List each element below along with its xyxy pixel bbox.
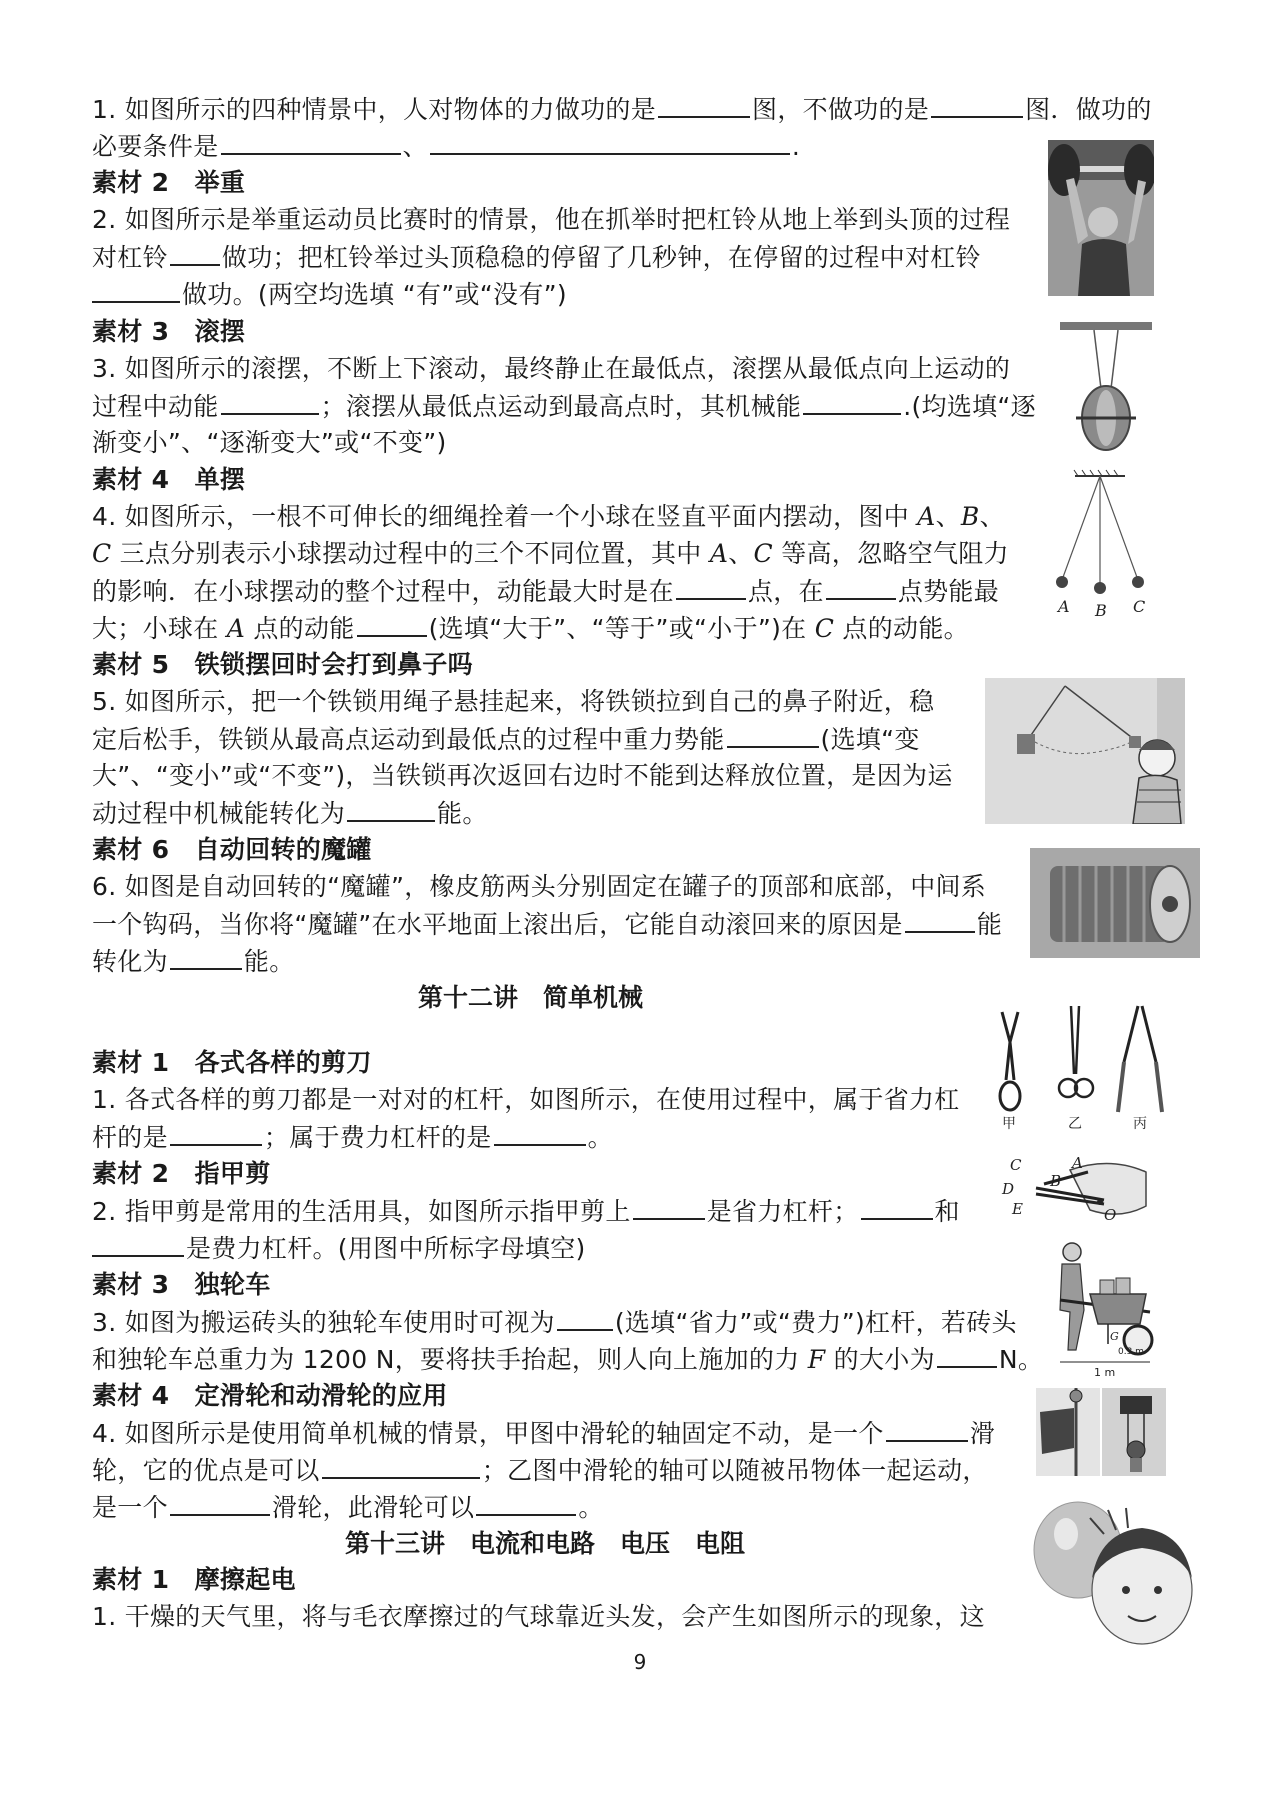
text: 轮，它的优点是可以 bbox=[92, 1456, 320, 1485]
nail-clipper-figure bbox=[1000, 1150, 1150, 1230]
section-heading: 素材 3 独轮车 bbox=[92, 1270, 271, 1299]
text: 能。 bbox=[437, 799, 488, 828]
answer-blank bbox=[221, 127, 401, 155]
answer-blank bbox=[727, 720, 819, 748]
c12-q3-line-1 bbox=[92, 1303, 1017, 1341]
q6-line-2 bbox=[92, 905, 1002, 943]
pulley-figure bbox=[1036, 1388, 1166, 1476]
text: 转化为 bbox=[92, 947, 168, 976]
text: 1. 如图所示的四种情景中，人对物体的力做功的是 bbox=[92, 95, 657, 124]
text: 。 bbox=[587, 1123, 613, 1152]
text: 、 bbox=[979, 502, 1005, 531]
text: 是一个 bbox=[92, 1493, 168, 1522]
text: 点势能最 bbox=[897, 577, 1000, 606]
answer-blank bbox=[170, 1488, 270, 1516]
force-symbol: F bbox=[807, 1345, 826, 1374]
simple-pendulum-figure bbox=[1040, 468, 1160, 620]
q6-line-1: 6. 如图是自动回转的“魔罐”，橡皮筋两头分别固定在罐子的顶部和底部，中间系 bbox=[92, 872, 987, 901]
answer-blank bbox=[658, 90, 750, 118]
point-label: A bbox=[226, 614, 246, 643]
q5-line-1: 5. 如图所示，把一个铁锁用绳子悬挂起来，将铁锁拉到自己的鼻子附近，稳 bbox=[92, 687, 935, 716]
text: . bbox=[791, 132, 801, 161]
section-heading: 素材 1 摩擦起电 bbox=[92, 1565, 296, 1594]
clipper-label-e: E bbox=[1012, 1200, 1023, 1218]
c12-q4-line-1 bbox=[92, 1414, 995, 1452]
text: 点，在 bbox=[747, 577, 824, 606]
scissors-figure bbox=[988, 1002, 1168, 1132]
chapter-title: 第十二讲 简单机械 bbox=[418, 983, 644, 1012]
scissors-label-jia: 甲 bbox=[1002, 1116, 1016, 1132]
text: 的大小为 bbox=[825, 1345, 935, 1374]
point-label: B bbox=[960, 502, 980, 531]
text: 。 bbox=[578, 1493, 604, 1522]
text: 对杠铃 bbox=[92, 243, 168, 272]
cart-label-1m: 1 m bbox=[1094, 1366, 1116, 1379]
text: 能 bbox=[976, 910, 1003, 939]
answer-blank bbox=[861, 1192, 933, 1220]
chapter-title: 第十三讲 电流和电路 电压 电阻 bbox=[345, 1529, 746, 1558]
c12-q4-line-3 bbox=[92, 1488, 604, 1526]
text: 图．做功的 bbox=[1025, 95, 1152, 124]
answer-blank bbox=[170, 1118, 262, 1146]
clipper-label-c: C bbox=[1010, 1156, 1022, 1174]
answer-blank bbox=[557, 1303, 613, 1331]
section-heading: 素材 2 举重 bbox=[92, 168, 246, 197]
text: 做功；把杠铃举过头顶稳稳的停留了几秒钟，在停留的过程中对杠铃 bbox=[221, 243, 981, 272]
point-label: A bbox=[917, 502, 936, 531]
text: 能。 bbox=[243, 947, 295, 976]
q5-line-2 bbox=[92, 720, 920, 758]
scissors-label-yi: 乙 bbox=[1068, 1116, 1082, 1132]
c12-q2-line-2 bbox=[92, 1229, 586, 1267]
answer-blank bbox=[676, 572, 746, 600]
answer-blank bbox=[357, 609, 427, 637]
text: N。 bbox=[998, 1345, 1044, 1374]
answer-blank bbox=[170, 942, 242, 970]
answer-blank bbox=[803, 387, 901, 415]
answer-blank bbox=[886, 1414, 968, 1442]
c12-q1-line-2 bbox=[92, 1118, 613, 1156]
text: 、 bbox=[935, 502, 961, 531]
text: .(均选填“逐 bbox=[903, 392, 1036, 421]
q1-line-2 bbox=[92, 127, 800, 165]
text: 三点分别表示小球摆动过程中的三个不同位置，其中 bbox=[111, 539, 710, 568]
clipper-label-a: A bbox=[1072, 1154, 1083, 1172]
answer-blank bbox=[476, 1488, 576, 1516]
text: 、 bbox=[402, 132, 428, 161]
q2-line-1: 2. 如图所示是举重运动员比赛时的情景，他在抓举时把杠铃从地上举到头顶的过程 bbox=[92, 205, 1011, 234]
answer-blank bbox=[826, 572, 896, 600]
q5-line-4 bbox=[92, 794, 488, 832]
answer-blank bbox=[92, 1229, 184, 1257]
section-heading: 素材 5 铁锁摆回时会打到鼻子吗 bbox=[92, 650, 473, 679]
answer-blank bbox=[322, 1451, 480, 1479]
pendulum-label-b: B bbox=[1095, 601, 1107, 620]
text: 滑 bbox=[969, 1419, 996, 1448]
q3-line-1: 3. 如图所示的滚摆，不断上下滚动，最终静止在最低点，滚摆从最低点向上运动的 bbox=[92, 354, 1011, 383]
weightlifter-photo bbox=[1048, 140, 1154, 296]
balloon-girl-photo bbox=[1030, 1498, 1200, 1648]
q6-line-3 bbox=[92, 942, 295, 980]
q3-line-2 bbox=[92, 387, 1036, 425]
q5-line-3: 大”、“变小”或“不变”)，当铁锁再次返回右边时不能到达释放位置，是因为运 bbox=[92, 761, 953, 790]
point-label: A bbox=[709, 539, 729, 568]
q2-line-3 bbox=[92, 275, 567, 313]
answer-blank bbox=[221, 387, 319, 415]
answer-blank bbox=[905, 905, 975, 933]
text: 滑轮，此滑轮可以 bbox=[271, 1493, 475, 1522]
q4-line-1 bbox=[92, 498, 1005, 536]
q3-line-3: 渐变小”、“逐渐变大”或“不变”) bbox=[92, 428, 447, 457]
text: 大；小球在 bbox=[92, 614, 227, 643]
c12-q4-line-2 bbox=[92, 1451, 988, 1489]
section-heading: 素材 3 滚摆 bbox=[92, 317, 246, 346]
answer-blank bbox=[633, 1192, 705, 1220]
q1-line-1 bbox=[92, 90, 1152, 128]
text: (选填“变 bbox=[820, 725, 920, 754]
q4-line-4 bbox=[92, 609, 969, 647]
answer-blank bbox=[937, 1340, 997, 1368]
q4-line-3 bbox=[92, 572, 999, 610]
text: 过程中动能 bbox=[92, 392, 219, 421]
text: 必要条件是 bbox=[92, 132, 219, 161]
c13-q1-line-1: 1. 干燥的天气里，将与毛衣摩擦过的气球靠近头发，会产生如图所示的现象，这 bbox=[92, 1602, 985, 1631]
text: (选填“省力”或“费力”)杠杆，若砖头 bbox=[614, 1308, 1017, 1337]
text: 动过程中机械能转化为 bbox=[92, 799, 346, 828]
text: 是省力杠杆； bbox=[706, 1197, 859, 1226]
text: (选填“大于”、“等于”或“小于”)在 bbox=[428, 614, 815, 643]
answer-blank bbox=[931, 90, 1023, 118]
pendulum-label-c: C bbox=[1133, 597, 1146, 616]
point-label: C bbox=[753, 539, 773, 568]
answer-blank bbox=[494, 1118, 586, 1146]
c12-q2-line-1 bbox=[92, 1192, 960, 1230]
text: 做功。(两空均选填 “有”或“没有”) bbox=[182, 280, 567, 309]
text: 一个钩码，当你将“魔罐”在水平地面上滚出后，它能自动滚回来的原因是 bbox=[92, 910, 903, 939]
clipper-label-d: D bbox=[1002, 1180, 1015, 1198]
section-heading: 素材 2 指甲剪 bbox=[92, 1159, 271, 1188]
answer-blank bbox=[92, 275, 180, 303]
clipper-label-b: B bbox=[1050, 1172, 1062, 1190]
text: 3. 如图为搬运砖头的独轮车使用时可视为 bbox=[92, 1308, 555, 1337]
magic-can-photo bbox=[1030, 848, 1200, 958]
clipper-label-o: O bbox=[1104, 1206, 1117, 1224]
c12-q1-line-1: 1. 各式各样的剪刀都是一对对的杠杆，如图所示，在使用过程中，属于省力杠 bbox=[92, 1085, 960, 1114]
answer-blank bbox=[170, 238, 220, 266]
c12-q3-line-2 bbox=[92, 1340, 1043, 1378]
text: 定后松手，铁锁从最高点运动到最低点的过程中重力势能 bbox=[92, 725, 725, 754]
rolling-pendulum-figure bbox=[1056, 318, 1156, 458]
text: ；滚摆从最低点运动到最高点时，其机械能 bbox=[320, 392, 802, 421]
pendulum-label-a: A bbox=[1058, 597, 1070, 616]
q2-line-2 bbox=[92, 238, 981, 276]
section-heading: 素材 4 定滑轮和动滑轮的应用 bbox=[92, 1381, 448, 1410]
answer-blank bbox=[347, 794, 435, 822]
iron-lock-figure bbox=[985, 678, 1185, 824]
text: 2. 指甲剪是常用的生活用具，如图所示指甲剪上 bbox=[92, 1197, 631, 1226]
wheelbarrow-figure bbox=[1050, 1240, 1160, 1380]
section-heading: 素材 6 自动回转的魔罐 bbox=[92, 835, 372, 864]
q4-line-2 bbox=[92, 535, 1009, 573]
text: 杆的是 bbox=[92, 1123, 168, 1152]
cart-label-g: G bbox=[1110, 1330, 1119, 1343]
text: 4. 如图所示是使用简单机械的情景，甲图中滑轮的轴固定不动，是一个 bbox=[92, 1419, 884, 1448]
text: 4. 如图所示，一根不可伸长的细绳拴着一个小球在竖直平面内摆动，图中 bbox=[92, 502, 918, 531]
text: 、 bbox=[728, 539, 754, 568]
text: ；属于费力杠杆的是 bbox=[263, 1123, 492, 1152]
section-heading: 素材 1 各式各样的剪刀 bbox=[92, 1048, 372, 1077]
text: ；乙图中滑轮的轴可以随被吊物体一起运动， bbox=[481, 1456, 988, 1485]
text: 和 bbox=[934, 1197, 960, 1226]
cart-label-03m: 0.3 m bbox=[1118, 1347, 1144, 1357]
answer-blank bbox=[430, 127, 790, 155]
text: 等高，忽略空气阻力 bbox=[772, 539, 1009, 568]
text: 点的动能。 bbox=[834, 614, 969, 643]
text: 是费力杠杆。(用图中所标字母填空) bbox=[186, 1234, 586, 1263]
section-heading: 素材 4 单摆 bbox=[92, 465, 246, 494]
text: 和独轮车总重力为 1200 N，要将扶手抬起，则人向上施加的力 bbox=[92, 1345, 808, 1374]
scissors-label-bing: 丙 bbox=[1133, 1116, 1147, 1132]
page-number: 9 bbox=[633, 1650, 647, 1674]
text: 图，不做功的是 bbox=[752, 95, 930, 124]
point-label: C bbox=[814, 614, 835, 643]
point-label: C bbox=[92, 539, 112, 568]
text: 的影响．在小球摆动的整个过程中，动能最大时是在 bbox=[92, 577, 674, 606]
text: 点的动能 bbox=[245, 614, 355, 643]
